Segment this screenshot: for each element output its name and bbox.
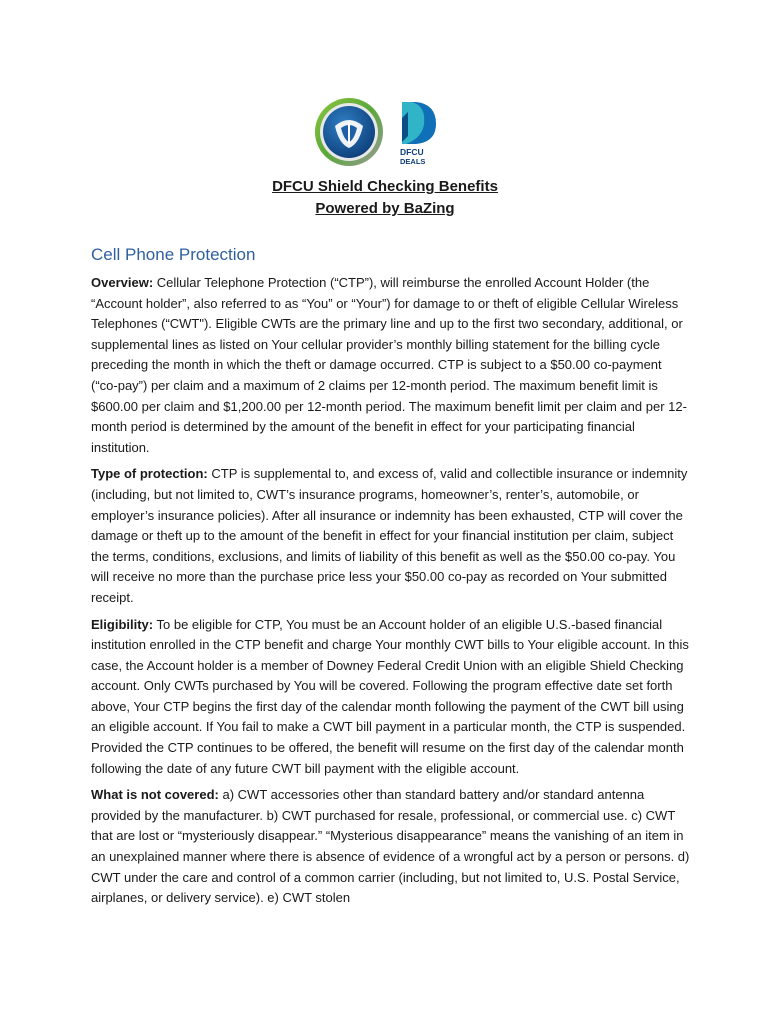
paragraph-lead: Overview:: [91, 275, 154, 290]
section-heading: Cell Phone Protection: [91, 245, 256, 264]
paragraph-text: To be eligible for CTP, You must be an Account holder of an eligible U.S.-based financial institution enrolled in the CTP benefit and charge Your monthly CWT bills to Your eligible account. In this case, the Account holder is a member of Downey Federal Credit Union with an eligible Shield Checking account. Only CWTs purchased by You will be covered. Following the program effective date set forth above, Your CTP begins the first day of the calendar month following the payment of the CWT bill using an eligible account. If You fail to make a CWT bill payment in a particular month, the CTP is suspended. Provided the CTP continues to be offered, the benefit will resume on the first day of the calendar month following the date of any future CWT bill payment with the eligible account.: [91, 616, 689, 776]
paragraph-type-of-protection: [91, 464, 691, 608]
paragraph-text: Cellular Telephone Protection (“CTP”), will reimburse the enrolled Account Holder (the “Account holder”, also referred to as “You” or “Your”) for damage to or theft of eligible Cellular Wireless Telephones (“CWT"). Eligible CWTs are the primary line and up to the first two secondary, additional, or supplemental lines as listed on Your cellular provider’s monthly billing statement for the billing cycle preceding the month in which the theft or damage occurred. CTP is subject to a $50.00 co-payment (“co-pay”) per claim and a maximum of 2 claims per 12-month period. The maximum benefit limit is $600.00 per claim and $1,200.00 per 12-month period. The maximum benefit limit per claim and per 12-month period is determined by the amount of the benefit in effect for your participating financial institution.: [91, 275, 687, 455]
paragraph-lead: Eligibility:: [91, 616, 154, 632]
paragraph-text: a) CWT accessories other than standard battery and/or standard antenna provided by the manufacturer. b) CWT purchased for resale, professional, or commercial use. c) CWT that are lost or “mysteriously disappear.” “Mysterious disappearance” means the vanishing of an item in an unexplained manner where there is absence of evidence of a wrongful act by a person or persons. d) CWT under the care and control of a common carrier (including, but not limited to, U.S. Postal Service, airplanes, or delivery service). e) CWT stolen: [91, 787, 690, 906]
paragraph-text: CTP is supplemental to, and excess of, valid and collectible insurance or indemnity (including, but not limited to, CWT’s insurance programs, homeowner’s, renter’s, automobile, or employer’s insurance policies). After all insurance or indemnity has been exhausted, CTP will cover the damage or theft up to the amount of the benefit in effect for your financial institution per claim, subject the terms, conditions, exclusions, and limits of liability of this benefit as well as the $50.00 co-pay. You will receive no more than the purchase price less your $50.00 co-pay as recorded on Your submitted receipt.: [91, 466, 688, 605]
paragraph-not-covered: [91, 785, 691, 909]
paragraph-eligibility: [91, 615, 691, 780]
document-body: [91, 243, 691, 915]
paragraph-lead: Type of protection:: [91, 466, 208, 482]
dfcu-deals-logo: [398, 98, 442, 166]
title-line-1: DFCU Shield Checking Benefits: [272, 178, 498, 195]
title-line-2: Powered by BaZing: [315, 200, 455, 217]
bazing-logo: [313, 96, 385, 168]
svg-text:DEALS: DEALS: [400, 157, 426, 166]
svg-text:DFCU: DFCU: [400, 147, 424, 157]
paragraph-lead: What is not covered:: [91, 787, 219, 803]
paragraph-overview: [91, 273, 691, 458]
logo-bar: [0, 96, 770, 168]
document-title: [0, 176, 770, 220]
